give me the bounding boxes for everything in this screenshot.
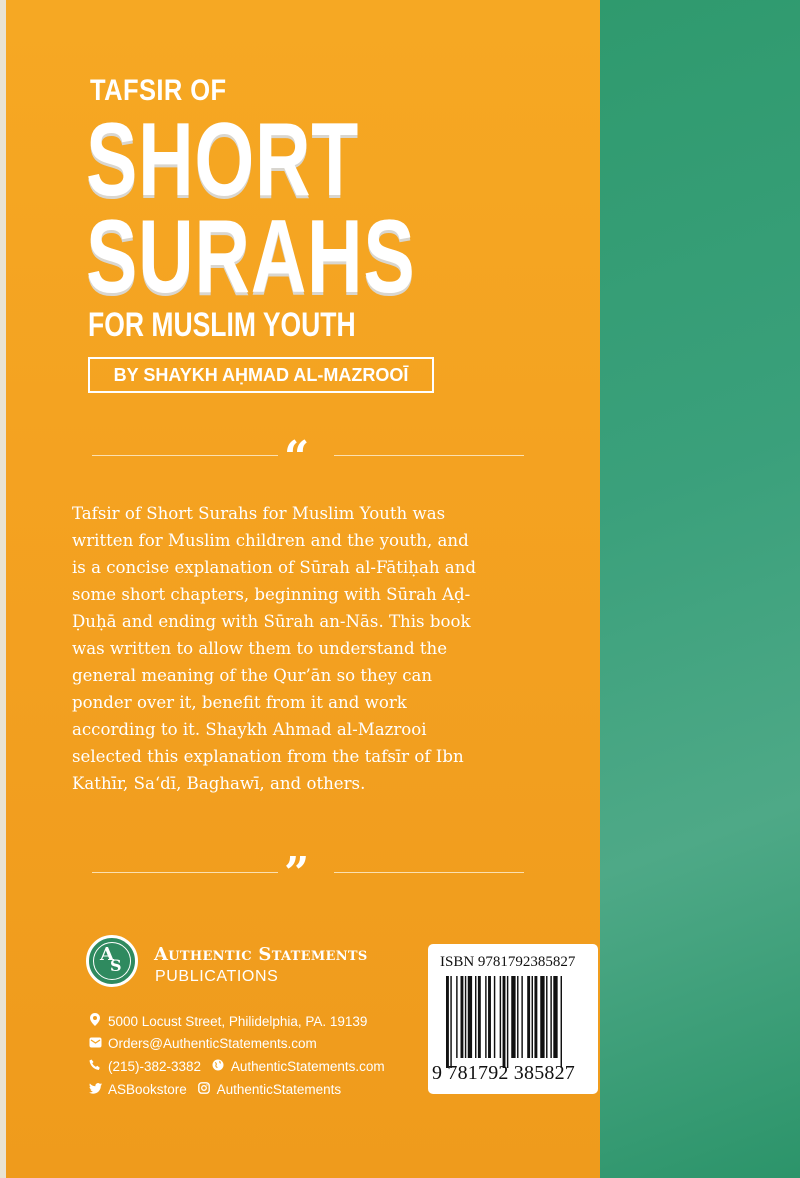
barcode-bar	[494, 976, 495, 1058]
publisher-subtitle: PUBLICATIONS	[155, 968, 279, 985]
description-line: general meaning of the Qur’ān so they can	[72, 666, 433, 685]
publisher-logo	[86, 935, 138, 987]
barcode-bar	[465, 976, 466, 1058]
barcode-bars	[446, 976, 592, 1068]
logo-letter-s: S	[110, 956, 122, 975]
description-line: Tafsir of Short Surahs for Muslim Youth was	[72, 504, 446, 523]
description-line: Kathīr, Sa‘dī, Baghawī, and others.	[72, 774, 366, 793]
quote-divider-right-bottom	[334, 872, 524, 873]
barcode-bar	[561, 976, 562, 1068]
barcode-bar	[540, 976, 544, 1058]
description-line: Ḍuḥā and ending with Sūrah an-Nās. This book	[72, 612, 471, 631]
description-line: selected this explanation from the tafsīr of Ibn	[72, 747, 464, 766]
barcode-bar	[488, 976, 491, 1058]
twitter-handle[interactable]: ASBookstore	[108, 1082, 187, 1097]
barcode-bar	[521, 976, 522, 1058]
barcode-bar	[546, 976, 547, 1058]
phone-text: (215)-382-3382	[108, 1059, 202, 1074]
description-line: written for Muslim children and the youth, and	[72, 531, 469, 550]
isbn-label: ISBN 9781792385827	[440, 954, 576, 970]
description-line: some short chapters, beginning with Sūrah Aḍ-	[72, 585, 471, 604]
barcode-bar	[550, 976, 551, 1058]
phone-icon	[88, 1059, 102, 1074]
barcode-label	[428, 944, 598, 1094]
description-line: is a concise explanation of Sūrah al-Fātiḥah and	[72, 558, 477, 577]
isbn-digits: 9 781792 385827	[432, 1062, 575, 1084]
green-panel	[600, 0, 800, 1178]
address-line	[88, 1013, 367, 1029]
phone-web-line	[88, 1059, 385, 1074]
social-line	[88, 1082, 341, 1097]
barcode-bar	[507, 976, 508, 1068]
barcode-bar	[553, 976, 557, 1058]
barcode-bar	[450, 976, 451, 1068]
barcode-bar	[532, 976, 533, 1058]
description-line: according to it. Shaykh Ahmad al-Mazrooi	[72, 720, 427, 739]
description-line: was written to allow them to understand the	[72, 639, 448, 658]
description-line: ponder over it, benefit from it and work	[72, 693, 407, 712]
quote-divider-left-top	[92, 455, 278, 456]
title-prefix: TAFSIR OF	[90, 74, 227, 107]
author-box: BY SHAYKH AḤMAD AL-MAZROOĪ	[88, 357, 434, 393]
barcode-bar	[475, 976, 476, 1058]
mail-icon	[88, 1037, 102, 1051]
open-quote-mark: “	[284, 432, 310, 483]
title-suffix: FOR MUSLIM YOUTH	[88, 306, 356, 344]
logo-letter-a: A	[100, 944, 114, 965]
globe-icon	[211, 1059, 225, 1074]
quote-divider-left-bottom	[92, 872, 278, 873]
instagram-handle[interactable]: AuthenticStatements	[216, 1082, 342, 1097]
email-link[interactable]: Orders@AuthenticStatements.com	[108, 1036, 317, 1051]
title-line-1: SHORT	[86, 102, 360, 218]
address-text: 5000 Locust Street, Philidelphia, PA. 19139	[108, 1014, 368, 1029]
website-link[interactable]: AuthenticStatements.com	[230, 1059, 385, 1074]
title-line-2: SURAHS	[86, 199, 416, 315]
barcode-bar	[446, 976, 449, 1068]
close-quote-mark: ”	[284, 848, 310, 899]
quote-divider-right-top	[334, 455, 524, 456]
instagram-icon	[197, 1082, 211, 1097]
barcode-bar	[468, 976, 472, 1058]
barcode-bar	[456, 976, 457, 1058]
barcode-bar	[461, 976, 464, 1058]
barcode-bar	[527, 976, 530, 1058]
barcode-bar	[534, 976, 537, 1058]
barcode-bar	[500, 976, 501, 1058]
location-pin-icon	[88, 1013, 102, 1029]
barcode-bar	[485, 976, 486, 1058]
barcode-bar	[517, 976, 518, 1058]
email-line	[88, 1036, 317, 1051]
description-text	[72, 500, 542, 797]
barcode-bar	[511, 976, 515, 1058]
barcode-bar	[503, 976, 506, 1068]
publisher-name: Authentic Statements	[154, 944, 368, 965]
barcode-bar	[478, 976, 481, 1058]
cover-edge	[0, 0, 6, 1178]
twitter-icon	[88, 1083, 102, 1097]
